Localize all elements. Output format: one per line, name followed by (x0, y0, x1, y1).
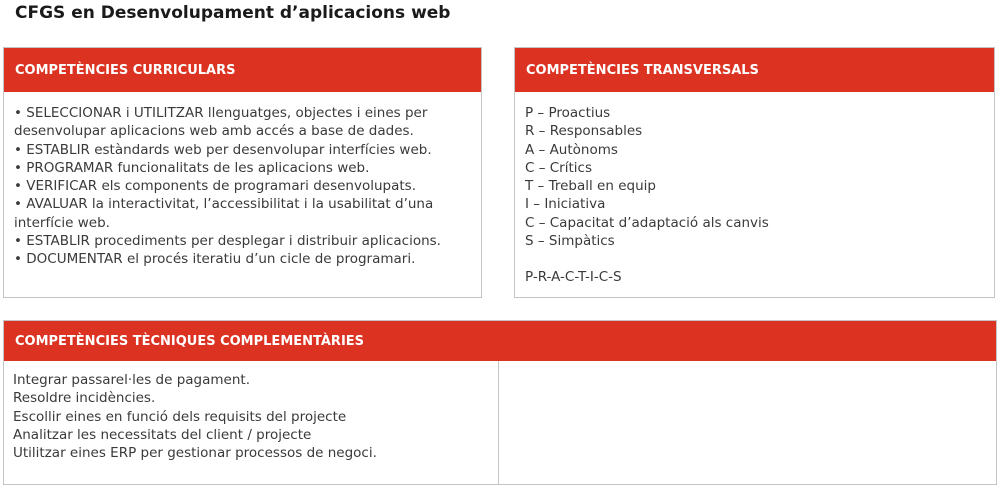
curriculars-line: • PROGRAMAR funcionalitats de les aplicacions web. (14, 159, 370, 176)
curriculars-line: • ESTABLIR estàndards web per desenvolupar interfícies web. (14, 141, 432, 158)
transversals-line: P – Proactius (525, 105, 611, 121)
transversals-line: S – Simpàtics (525, 233, 615, 250)
transversals-line: C – Crítics (525, 159, 592, 176)
tecniques-line: Analitzar les necessitats del client / projecte (13, 426, 312, 443)
transversals-line: C – Capacitat d’adaptació als canvis (525, 214, 769, 231)
page-title: CFGS en Desenvolupament d’aplicacions web (15, 3, 451, 23)
curriculars-header: COMPETÈNCIES CURRICULARS (4, 48, 481, 92)
curriculars-line: desenvolupar aplicacions web amb accés a base de dades. (14, 123, 414, 140)
curriculars-line: • DOCUMENTAR el procés iteratiu d’un cicle de programari. (14, 251, 416, 268)
tecniques-empty-cell (499, 361, 996, 485)
curriculars-line: • VERIFICAR els components de programari desenvolupats. (14, 178, 416, 195)
transversals-line: R – Responsables (525, 123, 643, 140)
transversals-line: A – Autònoms (525, 141, 618, 158)
curriculars-line: interfície web. (14, 214, 110, 231)
tecniques-list (4, 361, 499, 485)
transversals-line: I – Iniciativa (525, 196, 606, 213)
tecniques-line: Integrar passarel·les de pagament. (13, 372, 250, 388)
tecniques-columns (4, 361, 996, 485)
tecniques-box (3, 320, 997, 485)
curriculars-box (3, 47, 482, 298)
curriculars-line: • AVALUAR la interactivitat, l’accessibilitat i la usabilitat d’una (14, 196, 434, 213)
transversals-box (514, 47, 995, 298)
tecniques-header: COMPETÈNCIES TÈCNIQUES COMPLEMENTÀRIES (4, 321, 996, 361)
tecniques-line: Escollir eines en funció dels requisits del projecte (13, 408, 347, 425)
curriculars-line: • SELECCIONAR i UTILITZAR llenguatges, objectes i eines per (14, 105, 428, 121)
tecniques-line: Utilitzar eines ERP per gestionar processos de negoci. (13, 445, 377, 462)
transversals-list (515, 92, 994, 287)
transversals-line: T – Treball en equip (525, 178, 656, 195)
curriculars-line: • ESTABLIR procediments per desplegar i distribuir aplicacions. (14, 233, 441, 250)
tecniques-line: Resoldre incidències. (13, 390, 156, 407)
curriculars-list (4, 92, 481, 269)
transversals-header: COMPETÈNCIES TRANSVERSALS (515, 48, 994, 92)
transversals-acronym: P-R-A-C-T-I-C-S (525, 269, 622, 286)
